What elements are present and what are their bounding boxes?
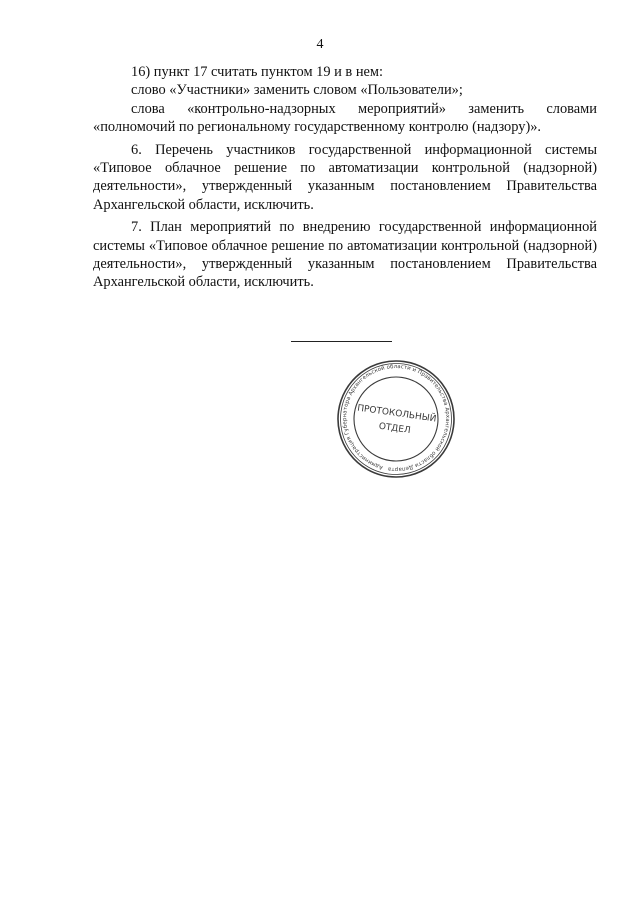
- clause-7: 7. План мероприятий по внедрению государственной информационной системы «Типовое облачное решение по автоматизации контрольной (надзорной) деятельности», утвержденный указанным постановлением Правительства Архангельской области, исключить.: [93, 219, 597, 291]
- seal-graphic: [317, 360, 462, 478]
- document-body: [93, 63, 597, 292]
- amendment-phrase-replacement: слова «контрольно-надзорных мероприятий» заменить словами «полномочий по региональному государственному контролю (надзору)».: [93, 100, 597, 136]
- seal-outer-ring-inner: [333, 360, 458, 478]
- seal-center-line-1: ПРОТОКОЛЬНЫЙ: [356, 403, 437, 425]
- seal-outer-ring: [330, 360, 461, 478]
- seal-center-line-2: ОТДЕЛ: [378, 421, 412, 437]
- seal-ring-text: Администрация Губернатора Архангельской области и Правительства Архангельской области Департамент: [342, 363, 451, 473]
- official-seal-stamp: [317, 360, 475, 478]
- end-of-document-rule: [291, 341, 392, 342]
- amendment-item-16: 16) пункт 17 считать пунктом 19 и в нем:: [131, 64, 384, 80]
- page-number: 4: [316, 37, 324, 52]
- amendment-word-replacement: слово «Участники» заменить словом «Пользователи»;: [131, 82, 463, 99]
- clause-6: 6. Перечень участников государственной информационной системы «Типовое облачное решение по автоматизации контрольной (надзорной) деятельности», утвержденный указанным постановлением Правительства Архангельской области, исключить.: [93, 141, 597, 213]
